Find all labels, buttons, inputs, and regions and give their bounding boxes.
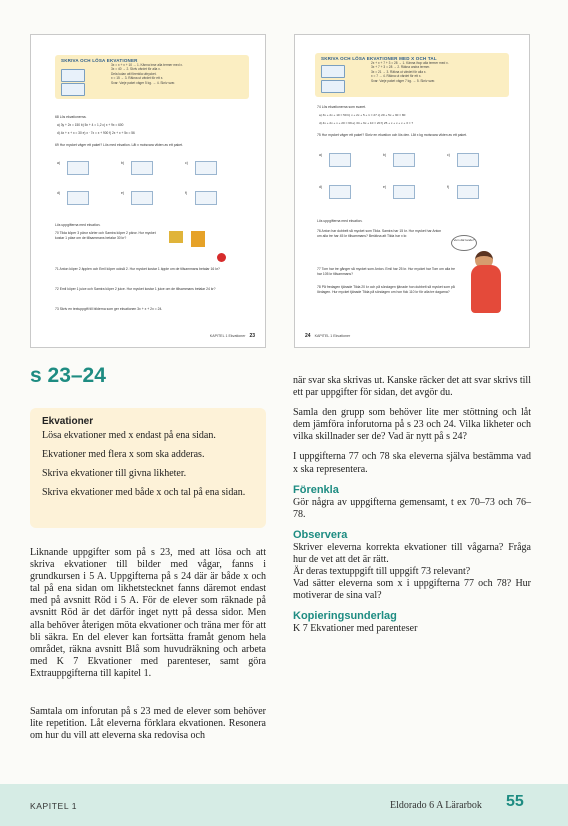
right-column [293,375,531,643]
section-heading: s 23–24 [30,364,106,387]
scale-illustration [321,80,345,93]
observera-line: Är deras textuppgift till uppgift 73 relevant? [293,566,471,578]
pic-label: c) [185,161,188,165]
pic-label: a) [57,161,61,165]
exercise-73: 73 Skriv en textuppgift till bilderna som ger ekvationen 3x + x + 2x = 24. [55,307,163,311]
kopiering-text: K 7 Ekvationer med parenteser [293,623,418,635]
body-paragraph: I uppgifterna 77 och 78 ska eleverna själva bestämma vad x ska representera. [293,451,531,475]
observera-heading: Observera [293,528,348,541]
scale-picture [329,153,351,167]
scale-illustration [61,83,85,96]
boy-illustration [471,265,501,313]
goal-item: Ekvationer med flera x som ska adderas. [42,449,205,460]
page-24-thumbnail [294,34,530,348]
thumb-footer-section: Ekvationer [333,334,351,338]
thumb-footer-chapter: KAPITEL 1 [314,334,333,338]
exercise-75: 75 Hur mycket väger ett paket? Skriv en ekvation och lös den. Låt x kg motsvara vikten av ett paket. [317,133,468,137]
page-23-thumbnail [30,34,266,348]
body-paragraph: Samla den grupp som behöver lite mer stöttning och låt dem jämföra inforutorna på s 23 och 24. Vilka likheter och vilka skillnader ser de? Vad är nytt på s 24? [293,407,531,443]
thumb-page-number: 23 [249,333,255,339]
observera-line: Vad sätter eleverna som x i uppgifterna 77 och 78? Hur motiverar de sina val? [293,578,531,602]
info-line: x = 7 → 4. Räkna ut värdet för ett x. [371,74,422,79]
scale-picture [67,161,89,175]
scale-picture [393,185,415,199]
body-paragraph: när svar ska skrivas ut. Kanske räcker det att svar skrivs till ett par uppgifter för sidan, det avgör du. [293,375,531,399]
page-footer [0,784,568,826]
pic-label: b) [121,161,125,165]
info-line: Svar: Varje paket väger 7 kg. → 5. Skriv svar. [371,78,436,83]
coins-illustration [169,231,183,243]
apple-illustration [217,253,226,262]
scale-picture [195,161,217,175]
exercise-71: 71 Anton köper 2 äpplen och Emil köper också 2. Hur mycket kostar 1 äpple om de tillsammans betalar 16 kr? [55,267,220,271]
scale-picture [67,191,89,205]
speech-bubble: Vem där lande? [451,235,477,251]
exercise-76: 76 Anton har dubbelt så mycket som Tilda. Samira har 15 kr. Hur mycket har Anton om alla tre har 45 kr tillsammans? Beräkna att Tilda har x kr. [317,229,442,238]
goal-item: Skriva ekvationer till givna likheter. [42,468,187,479]
pic-label: d) [319,185,323,189]
exercise-74: 74 Lös ekvationerna som svaret. [317,105,367,109]
scale-illustration [321,65,345,78]
exercise-68-row: a) 3y + 2x = 150 b) 5x + 4 = 1,2 c) x + 9x = 600 [57,123,124,127]
scale-picture [131,191,153,205]
exercise-77: 77 Tom har tre gånger så mycket som Anton. Emil har 25 kr. Hur mycket har Tom om alla tre har 105 kr tillsammans? [317,267,456,276]
exercise-intro: Lös uppgifterna med ekvation. [55,223,101,227]
pic-label: e) [121,191,125,195]
info-line: 2x + x + 7 + 3 = 28 → 1. Känna ihop alla termer med x. [371,61,449,65]
info-box [315,53,509,97]
forenkla-text: Gör några av uppgifterna gemensamt, t ex 70–73 och 76–78. [293,496,531,520]
kopiering-heading: Kopieringsunderlag [293,610,397,623]
exercise-74-row: a) 3x + 2x + 10 = 50 b) x + 2x + 5 + 1 = 27 c) 20 + 5x + 30 = 80 [319,113,406,117]
thumb-page-number: 24 [305,333,311,339]
exercise-69: 69 Hur mycket väger ett paket? Lös med ekvation. Låt x motsvara vikten av ett paket. [55,143,183,147]
pic-label: e) [383,185,387,189]
info-line: Svar: Varje paket väger 5 kg. → 4. Skriv svar. [111,80,176,85]
juice-illustration [191,231,205,247]
exercise-72: 72 Emil köper 1 juice och Samira köper 2 juice. Hur mycket kostar 1 juice om de tillsammans betalar 24 kr? [55,287,216,291]
info-line: 3x = 21 → 3. Räkna ut värdet för alla x. [371,69,427,74]
thumb-footer-chapter: KAPITEL 1 [209,334,228,338]
body-paragraph: Liknande uppgifter som på s 23, med att lösa och att skriva ekvationer till bilder med vågar, fanns i grundkursen i 5 A. Uppgifterna på s 24 där är både x och tal på ena sidan om likhetstecknet fanns däremot endast med på avsnitt Röd i 5 A. För de elever som räknade på avsnitt Röd är det därför inget nytt på dessa sidor. Men alla behöver återigen möta ekvationer och träna mer för att bli säkra. En del elever kan fortsätta framåt genom hela området, räkna avsnitt Blå som huvudräkning och arbeta med K 7 Ekvationer med parenteser, samt göra Extrauppgifterna till kapitel 1. [30,547,266,679]
thumb-footer [305,333,350,339]
goals-box [30,408,266,528]
exercise-78: 78 På fredagen tjänade Tilda 20 kr och på söndagen tjänade hon dubbelt så mycket som på lördagen. Hur mycket tjänade Tilda på söndagen om hon fick 110 kr för alla tre dagarna? [317,285,455,294]
footer-chapter: KAPITEL 1 [30,801,78,811]
info-line: 3x + 7 + 3 = 28 → 2. Räkna andra termer. [371,65,430,70]
scale-picture [457,185,479,199]
pic-label: d) [57,191,61,195]
thumb-footer [210,333,255,339]
exercise-68-row: d) 4x + x + x = 30 e) x · 7x = x + 900 f) 2x + x + 5x = 56 [57,131,135,135]
exercise-74-row: d) 4x + 2x + x + 20 = 69 e) 34 + 6x + 10 = 20 f) 25 + x + x + x + 3 = 7 [319,121,414,125]
forenkla-heading: Förenkla [293,483,339,496]
exercise-68: 68 Lös ekvationerna. [55,115,87,119]
goals-title: Ekvationer [42,416,94,427]
info-line: 3x = 40 → 2. Skriv värdet för alla x. [111,67,161,72]
pic-label: c) [447,153,450,157]
info-line: Dela kulan att förenkla uttrycket. [111,71,157,76]
thumb-footer-section: Ekvationer [228,334,246,338]
scale-illustration [61,69,85,82]
info-title: SKRIVA OCH LÖSA EKVATIONER MED X OCH TAL [321,56,437,61]
body-paragraph: Samtala om inforutan på s 23 med de elever som behöver lite repetition. Låt eleverna förklara ekvationen. Resonera om hur du vill att eleverna ska redovisa och [30,706,266,742]
scale-picture [393,153,415,167]
scale-picture [457,153,479,167]
exercise-intro: Lös uppgifterna med ekvation. [317,219,363,223]
scale-picture [329,185,351,199]
pic-label: b) [383,153,387,157]
goal-item: Skriva ekvationer med både x och tal på ena sidan. [42,487,246,498]
info-line: 3x = x + x + 10 → 1. Känna inse alla termer med x. [111,63,183,67]
info-line: x = 15 → 3. Räkna ut värdet för ett x. [111,76,164,81]
observera-line: Skriver eleverna korrekta ekvationer till vågarna? Fråga hur de vet att det är rätt. [293,541,531,565]
pic-label: f) [447,185,450,189]
goal-item: Lösa ekvationer med x endast på ena sidan. [42,430,216,441]
scale-picture [131,161,153,175]
info-box [55,55,249,99]
scale-picture [195,191,217,205]
pic-label: f) [185,191,188,195]
exercise-70: 70 Tilda köper 3 päror sörter och Samira köper 2 päror. Hur mycket kostar 1 päse om de tillsammans betalar 30 kr? [55,231,156,240]
footer-book-title: Eldorado 6 A Lärarbok [390,800,482,811]
info-title: SKRIVA OCH LÖSA EKVATIONER [61,58,138,63]
pic-label: a) [319,153,323,157]
footer-page-number: 55 [506,793,524,810]
